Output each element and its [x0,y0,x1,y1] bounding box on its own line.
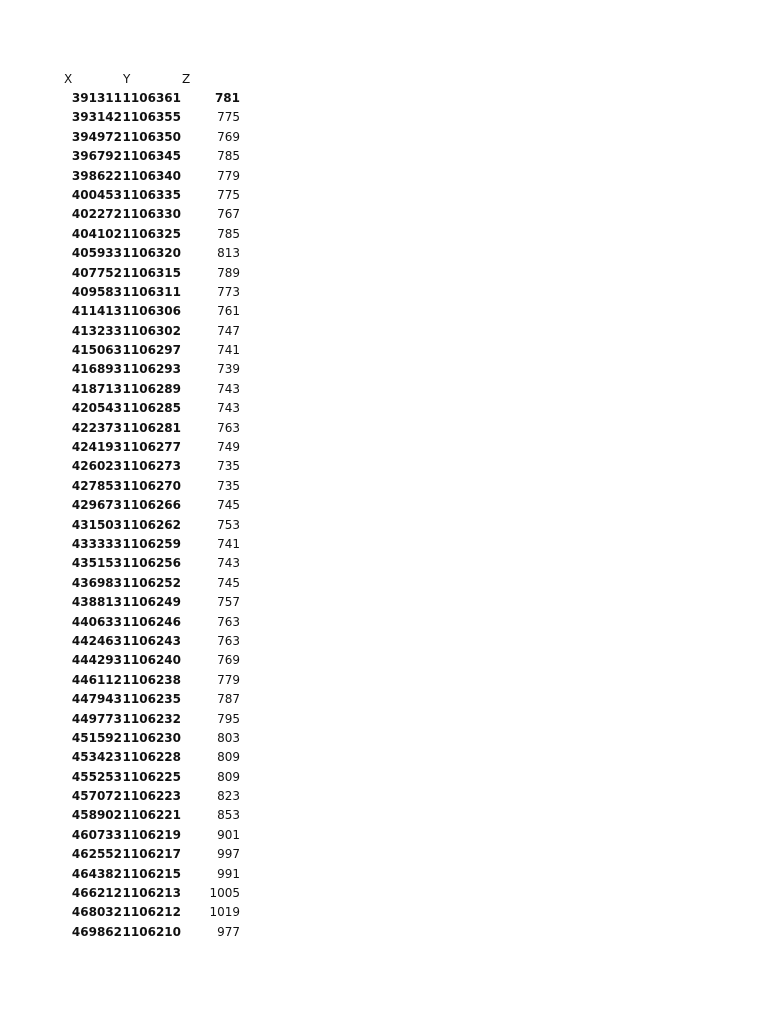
cell-y: 1106213 [122,886,181,901]
cell-x: 405933 [71,246,122,261]
cell-z: 767 [217,207,240,222]
cell-y: 1106240 [122,653,181,668]
table-row [0,283,300,302]
table-row [0,128,300,147]
cell-y: 1106238 [122,672,181,687]
cell-z: 745 [217,575,240,590]
table-row [0,244,300,263]
cell-z: 749 [217,440,240,455]
cell-x: 453423 [71,750,122,765]
table-row [0,593,300,612]
cell-y: 1106320 [122,246,181,261]
cell-z: 809 [217,750,240,765]
cell-y: 1106281 [122,420,181,435]
cell-y: 1106225 [122,769,181,784]
cell-z: 901 [217,827,240,842]
cell-z: 823 [217,789,240,804]
column-header-y: Y [123,72,131,86]
table-row [0,167,300,186]
table-row [0,651,300,670]
cell-y: 1106252 [122,575,181,590]
cell-z: 763 [217,614,240,629]
cell-y: 1106235 [122,692,181,707]
cell-x: 446112 [71,672,122,687]
cell-x: 424193 [71,440,122,455]
cell-y: 1106223 [122,789,181,804]
cell-z: 743 [217,556,240,571]
cell-z: 803 [217,730,240,745]
cell-x: 442463 [71,633,122,648]
cell-x: 416893 [71,362,122,377]
cell-x: 449773 [71,711,122,726]
cell-x: 433333 [71,536,122,551]
cell-z: 1019 [209,905,240,920]
cell-x: 460733 [71,827,122,842]
cell-x: 422373 [71,420,122,435]
cell-z: 753 [217,517,240,532]
cell-x: 462552 [71,847,122,862]
cell-z: 775 [217,187,240,202]
cell-x: 468032 [71,905,122,920]
cell-z: 1005 [209,886,240,901]
cell-x: 415063 [71,343,122,358]
cell-z: 977 [217,924,240,939]
cell-x: 409583 [71,284,122,299]
cell-y: 1106246 [122,614,181,629]
cell-y: 1106217 [122,847,181,862]
cell-x: 400453 [71,187,122,202]
table-row [0,923,300,942]
table-row [0,574,300,593]
cell-y: 1106302 [122,323,181,338]
cell-x: 444293 [71,653,122,668]
cell-z: 761 [217,304,240,319]
cell-y: 1106289 [122,381,181,396]
table-row [0,748,300,767]
table-row [0,302,300,321]
cell-z: 795 [217,711,240,726]
table-row [0,360,300,379]
table-row [0,225,300,244]
cell-y: 1106285 [122,401,181,416]
table-row [0,826,300,845]
table-row [0,205,300,224]
cell-y: 1106230 [122,730,181,745]
cell-x: 451592 [71,730,122,745]
cell-z: 735 [217,478,240,493]
cell-x: 393142 [71,110,122,125]
cell-y: 1106306 [122,304,181,319]
table-row [0,903,300,922]
table-row [0,845,300,864]
cell-z: 991 [217,866,240,881]
table-row [0,884,300,903]
cell-x: 407752 [71,265,122,280]
cell-z: 735 [217,459,240,474]
cell-y: 1106335 [122,187,181,202]
table-row [0,768,300,787]
cell-x: 396792 [71,149,122,164]
cell-x: 427853 [71,478,122,493]
cell-z: 769 [217,653,240,668]
cell-y: 1106350 [122,129,181,144]
table-row [0,147,300,166]
table-row [0,729,300,748]
cell-y: 1106277 [122,440,181,455]
table-row [0,264,300,283]
cell-x: 429673 [71,498,122,513]
table-row [0,613,300,632]
cell-y: 1106330 [122,207,181,222]
table-row [0,457,300,476]
cell-z: 773 [217,284,240,299]
table-row [0,516,300,535]
cell-y: 1106345 [122,149,181,164]
cell-x: 455253 [71,769,122,784]
cell-y: 1106262 [122,517,181,532]
cell-x: 394972 [71,129,122,144]
cell-x: 435153 [71,556,122,571]
cell-z: 747 [217,323,240,338]
table-row [0,787,300,806]
cell-y: 1106315 [122,265,181,280]
cell-z: 997 [217,847,240,862]
column-header-row [0,70,300,89]
table-row [0,496,300,515]
cell-z: 813 [217,246,240,261]
table-row [0,632,300,651]
cell-y: 1106249 [122,595,181,610]
cell-z: 769 [217,129,240,144]
cell-y: 1106293 [122,362,181,377]
cell-y: 1106221 [122,808,181,823]
data-rows [0,89,300,942]
cell-z: 741 [217,343,240,358]
cell-z: 781 [214,91,240,105]
cell-z: 743 [217,401,240,416]
cell-x: 466212 [71,886,122,901]
cell-y: 1106340 [122,168,181,183]
cell-y: 1106270 [122,478,181,493]
cell-y: 1106355 [122,110,181,125]
cell-x: 404102 [71,226,122,241]
cell-y: 1106325 [122,226,181,241]
column-header-x: X [64,72,73,86]
cell-z: 763 [217,633,240,648]
table-row [0,108,300,127]
table-row [0,671,300,690]
table-row [0,89,300,108]
table-row [0,399,300,418]
cell-y: 1106361 [122,91,181,105]
column-header-z: Z [182,72,191,86]
cell-x: 440633 [71,614,122,629]
table-row [0,186,300,205]
cell-x: 426023 [71,459,122,474]
cell-x: 431503 [71,517,122,532]
cell-x: 418713 [71,381,122,396]
cell-y: 1106243 [122,633,181,648]
cell-x: 464382 [71,866,122,881]
cell-y: 1106273 [122,459,181,474]
table-row [0,865,300,884]
cell-x: 413233 [71,323,122,338]
cell-z: 785 [217,226,240,241]
cell-z: 743 [217,381,240,396]
cell-z: 789 [217,265,240,280]
table-row [0,806,300,825]
table-row [0,380,300,399]
cell-x: 469862 [71,924,122,939]
cell-z: 779 [217,168,240,183]
cell-z: 775 [217,110,240,125]
table-row [0,477,300,496]
cell-y: 1106297 [122,343,181,358]
table-row [0,438,300,457]
cell-x: 457072 [71,789,122,804]
cell-x: 436983 [71,575,122,590]
table-row [0,419,300,438]
cell-z: 809 [217,769,240,784]
cell-y: 1106232 [122,711,181,726]
table-row [0,554,300,573]
cell-y: 1106215 [122,866,181,881]
cell-x: 398622 [71,168,122,183]
table-row [0,341,300,360]
cell-x: 458902 [71,808,122,823]
table-row [0,322,300,341]
cell-z: 853 [217,808,240,823]
cell-y: 1106210 [122,924,181,939]
cell-x: 438813 [71,595,122,610]
cell-x: 402272 [71,207,122,222]
cell-z: 739 [217,362,240,377]
cell-x: 391311 [71,91,122,105]
cell-y: 1106212 [122,905,181,920]
cell-y: 1106311 [122,284,181,299]
cell-y: 1106259 [122,536,181,551]
cell-y: 1106266 [122,498,181,513]
table-row [0,535,300,554]
cell-x: 420543 [71,401,122,416]
cell-y: 1106219 [122,827,181,842]
table-row [0,710,300,729]
cell-z: 741 [217,536,240,551]
cell-x: 411413 [71,304,122,319]
table-row [0,690,300,709]
cell-x: 447943 [71,692,122,707]
cell-z: 745 [217,498,240,513]
cell-z: 785 [217,149,240,164]
cell-z: 757 [217,595,240,610]
cell-z: 763 [217,420,240,435]
cell-z: 779 [217,672,240,687]
cell-y: 1106256 [122,556,181,571]
cell-y: 1106228 [122,750,181,765]
cell-z: 787 [217,692,240,707]
